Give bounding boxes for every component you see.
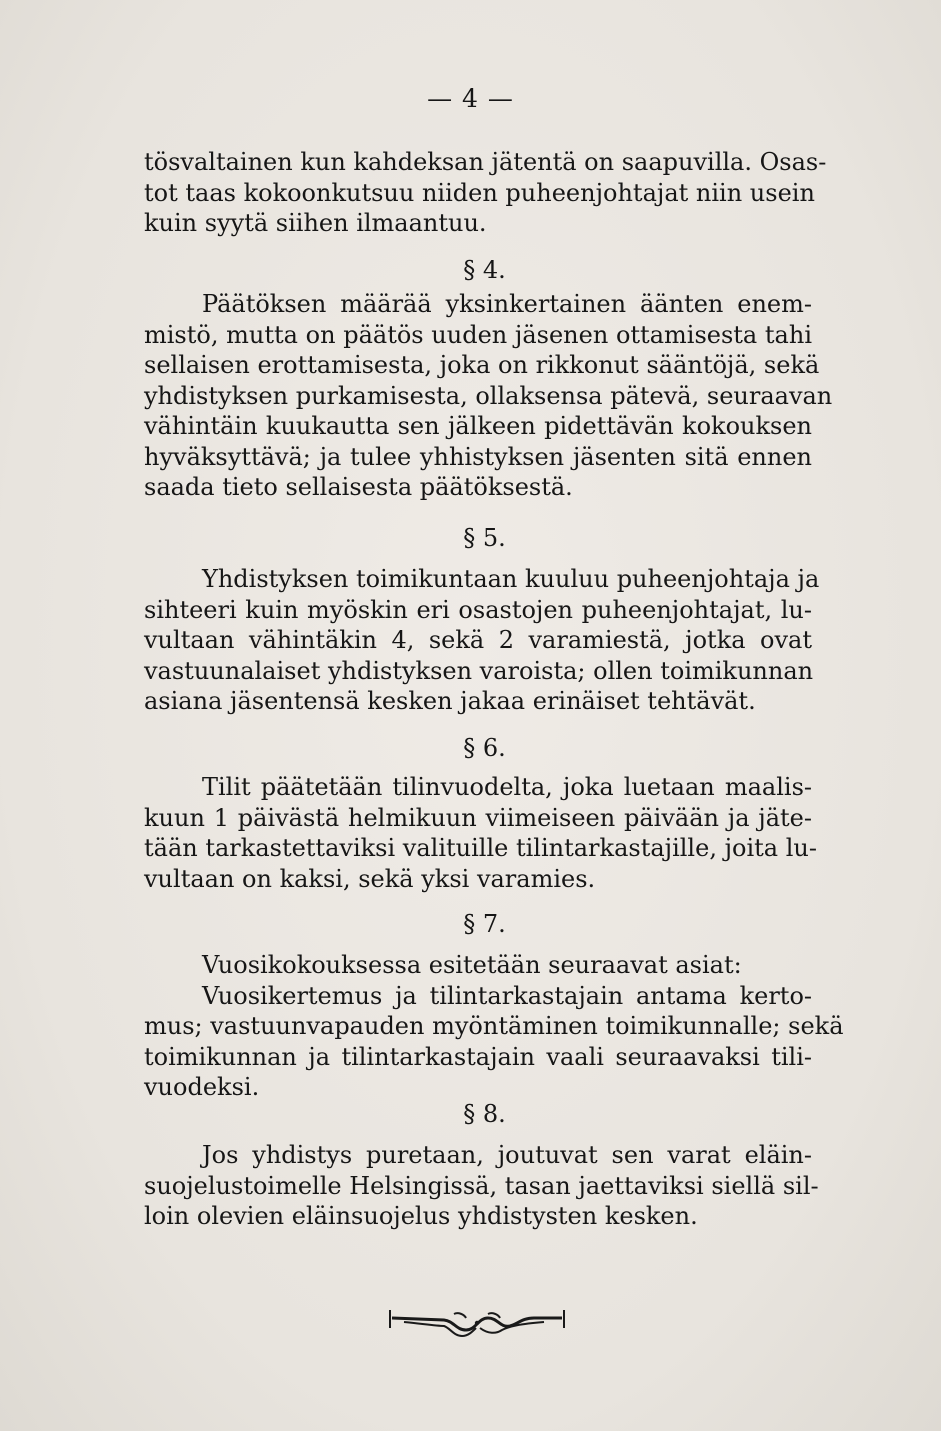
text-line: sellaisen erottamisesta, joka on rikkonut sääntöjä, sekä [144, 351, 820, 379]
section-heading-4: § 4. [463, 256, 506, 284]
text-line: Vuosikertemus ja tilintarkastajain antama kerto- [202, 981, 812, 1010]
text-line: hyväksyttävä; ja tulee yhhistyksen jäsenten sitä ennen [144, 442, 812, 471]
text-line: Yhdistyksen toimikuntaan kuuluu puheenjohtaja ja [202, 565, 820, 593]
text-line: Jos yhdistys puretaan, joutuvat sen varat eläin- [202, 1141, 812, 1169]
text-line: vultaan on kaksi, sekä yksi varamies. [144, 864, 596, 893]
text-line: vähintäin kuukautta sen jälkeen pidettävän kokouksen [144, 412, 812, 440]
text-line: sihteeri kuin myöskin eri osastojen puheenjohtajat, lu- [144, 595, 812, 624]
section-4-paragraph [144, 289, 833, 503]
text-line: Vuosikokouksessa esitetään seuraavat asiat: [202, 951, 742, 979]
text-line: tösvaltainen kun kahdeksan jätentä on saapuvilla. Osas- [144, 148, 827, 176]
text-line: loin olevien eläinsuojelus yhdistysten kesken. [144, 1202, 698, 1230]
text-line: suojelustoimelle Helsingissä, tasan jaettaviksi siellä sil- [144, 1171, 819, 1200]
section-5-paragraph [144, 564, 820, 717]
text-line: tään tarkastettaviksi valituille tilintarkastajille, joita lu- [144, 834, 817, 862]
text-line: Päätöksen määrää yksinkertainen äänten enem- [202, 290, 812, 318]
text-line: vastuunalaiset yhdistyksen varoista; ollen toimikunnan [144, 656, 814, 685]
section-heading-6: § 6. [463, 734, 506, 762]
text-line: kuin syytä siihen ilmaantuu. [144, 209, 487, 237]
text-line: asiana jäsentensä kesken jakaa erinäiset tehtävät. [144, 687, 756, 715]
text-line: toimikunnan ja tilintarkastajain vaali seuraavaksi tili- [144, 1042, 812, 1071]
text-line: tot taas kokoonkutsuu niiden puheenjohtajat niin usein [144, 178, 815, 207]
intro-paragraph [144, 147, 827, 239]
section-heading-7: § 7. [463, 910, 506, 938]
page-number: — 4 — [427, 84, 514, 113]
section-6-paragraph [144, 772, 817, 894]
text-line: mus; vastuunvapauden myöntäminen toimikunnalle; sekä [144, 1012, 844, 1040]
text-line: saada tieto sellaisesta päätöksestä. [144, 473, 573, 501]
text-line: mistö, mutta on päätös uuden jäsenen ottamisesta tahi [144, 320, 812, 349]
ornament-icon [384, 1306, 570, 1342]
text-line: Tilit päätetään tilinvuodelta, joka luetaan maalis- [202, 773, 812, 801]
section-7-paragraph [144, 950, 844, 1103]
text-line: yhdistyksen purkamisesta, ollaksensa pätevä, seuraavan [144, 381, 833, 410]
text-line: kuun 1 päivästä helmikuun viimeiseen päivään ja jäte- [144, 803, 812, 832]
section-heading-5: § 5. [463, 524, 506, 552]
text-line: vuodeksi. [144, 1073, 260, 1101]
section-8-paragraph [144, 1140, 819, 1232]
section-heading-8: § 8. [463, 1100, 506, 1128]
text-line: vultaan vähintäkin 4, sekä 2 varamiestä, jotka ovat [144, 626, 812, 654]
